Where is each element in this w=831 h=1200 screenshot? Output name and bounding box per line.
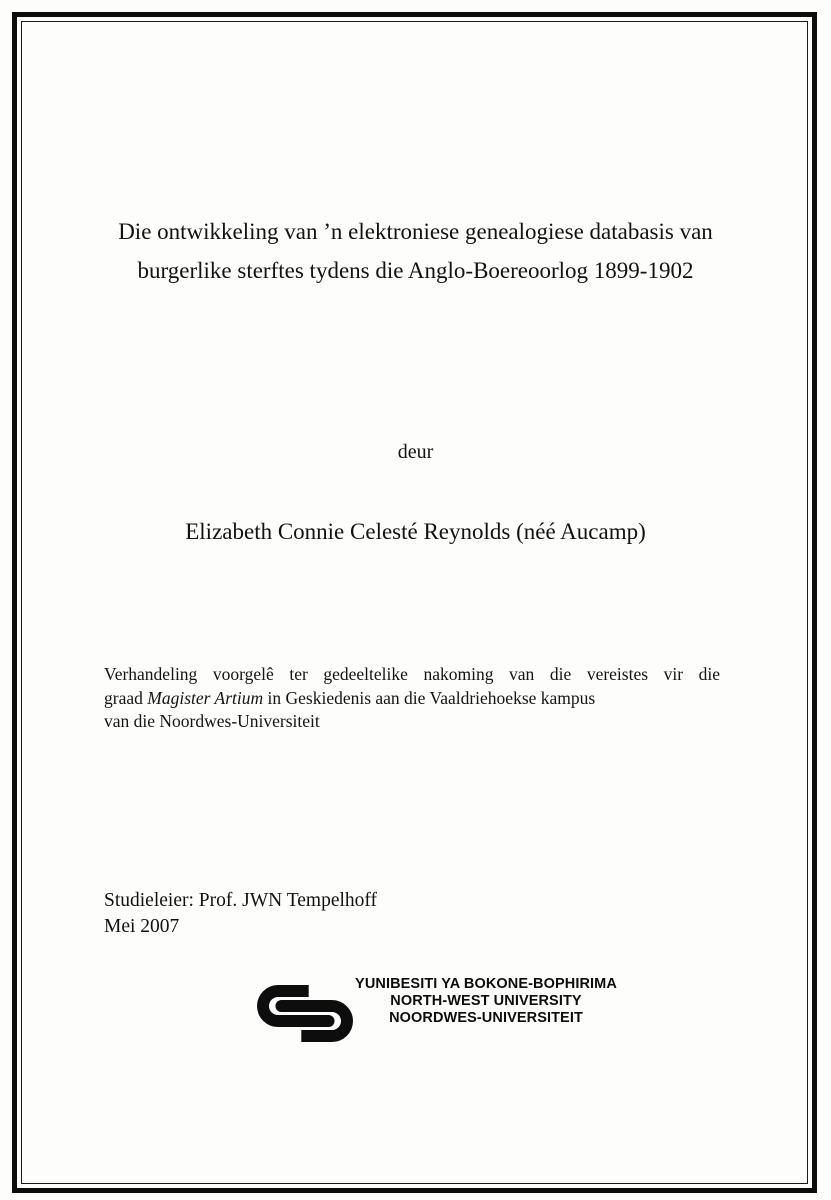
university-wordmark-english: NORTH-WEST UNIVERSITY <box>390 993 582 1009</box>
nwu-interlocked-chain-logo-icon <box>257 985 353 1046</box>
submission-statement <box>104 663 720 734</box>
university-logo <box>257 976 617 1046</box>
degree-name: Magister Artium <box>147 687 264 708</box>
submission-line-2-suffix: in Geskiedenis aan die Vaaldriehoekse kampus <box>263 687 596 708</box>
submission-line-3: van die Noordwes-Universiteit <box>104 711 320 731</box>
university-wordmark-afrikaans: NOORDWES-UNIVERSITEIT <box>389 1010 583 1026</box>
submission-line-1: Verhandeling voorgelê ter gedeeltelike nakoming van die vereistes vir die <box>104 664 720 684</box>
university-wordmark <box>355 976 617 1027</box>
page-title-line-1: Die ontwikkeling van ’n elektroniese genealogiese databasis van <box>118 219 713 244</box>
submission-line-2 <box>104 687 720 711</box>
supervisor-block <box>104 888 377 940</box>
author-name: Elizabeth Connie Celesté Reynolds (néé Aucamp) <box>185 519 646 544</box>
byline-label: deur <box>397 441 434 463</box>
submission-line-2-prefix: graad <box>104 687 148 708</box>
supervisor-line: Studieleier: Prof. JWN Tempelhoff <box>104 890 378 911</box>
page-title <box>60 212 771 290</box>
page-title-line-2: burgerlike sterftes tydens die Anglo-Boereoorlog 1899-1902 <box>137 258 694 283</box>
university-wordmark-setswana: YUNIBESITI YA BOKONE-BOPHIRIMA <box>355 976 617 992</box>
date-line: Mei 2007 <box>104 916 180 937</box>
